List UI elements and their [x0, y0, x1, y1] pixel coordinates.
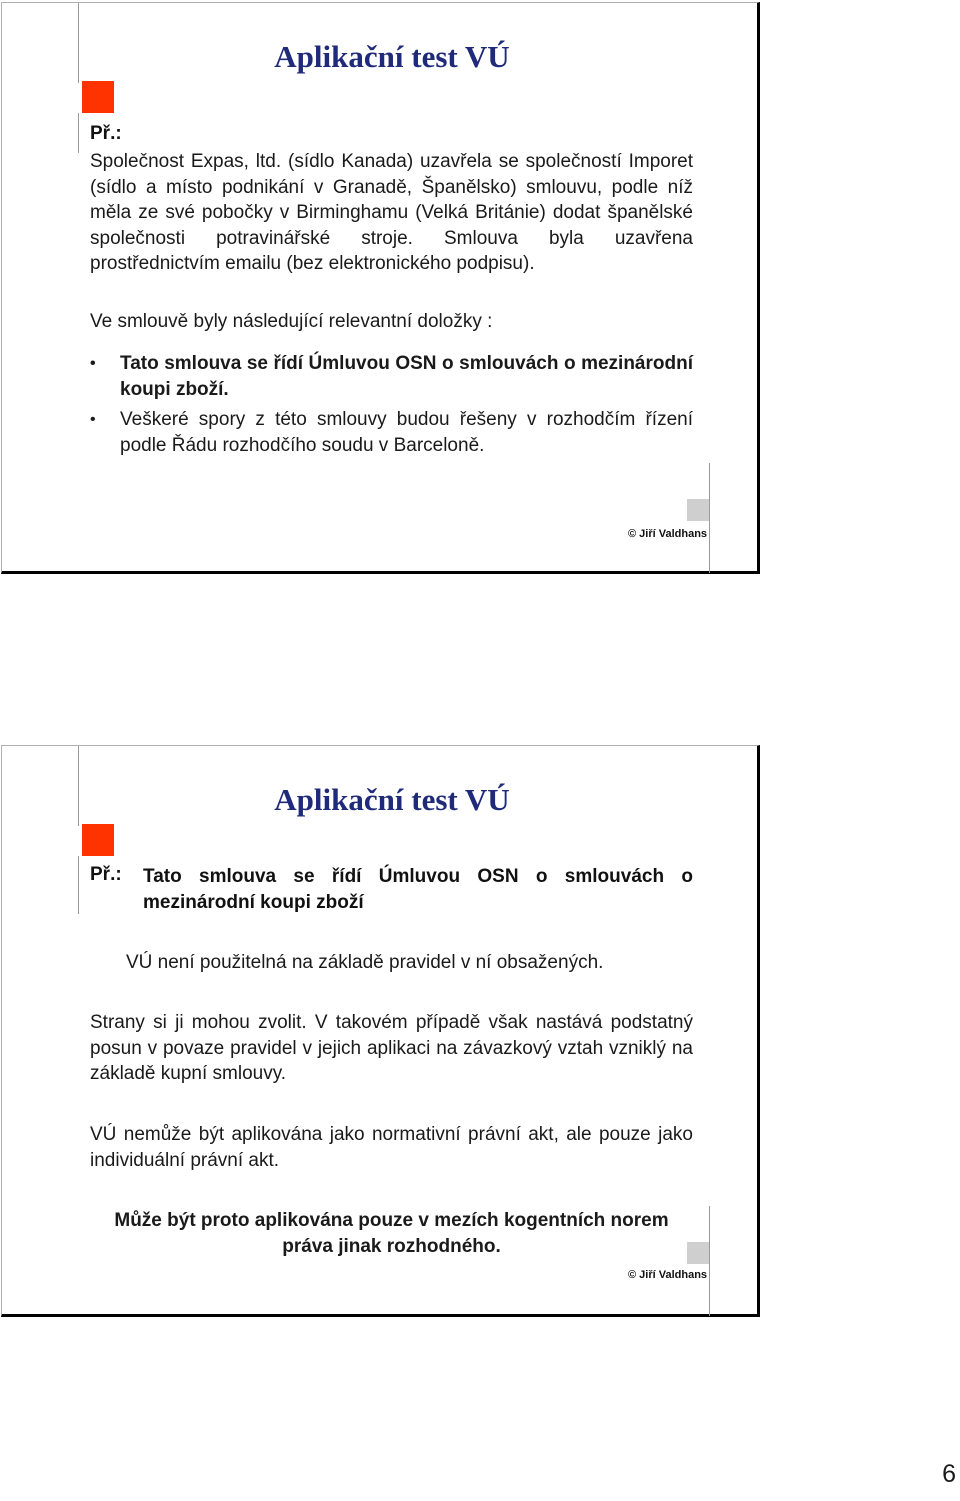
- example-paragraph: Společnost Expas, ltd. (sídlo Kanada) uzavřela se společností Imporet (sídlo a místo podnikání v Granadě, Španělsko) smlouvu, podle níž měla ze své pobočky v Birminghamu (Velká Británie) dodat španělské společnosti potravinářské stroje. Smlouva byla uzavřena prostřednictvím emailu (bez elektronického podpisu).: [90, 151, 693, 274]
- grey-square-decoration: [687, 499, 709, 521]
- slide-1: [1, 2, 760, 574]
- list-item: • Tato smlouva se řídí Úmluvou OSN o smlouvách o mezinárodní koupi zboží.: [90, 353, 693, 400]
- list-item: • Veškeré spory z této smlouvy budou řešeny v rozhodčím řízení podle Řádu rozhodčího soudu v Barceloně.: [90, 409, 693, 456]
- clauses-intro: Ve smlouvě byly následující relevantní doložky :: [90, 311, 493, 332]
- decor-line: [709, 463, 710, 573]
- grey-square-decoration: [687, 1242, 709, 1264]
- decor-line: [78, 856, 79, 914]
- statement-line: VÚ není použitelná na základě pravidel v ní obsažených.: [126, 952, 604, 973]
- bullet-icon: •: [90, 411, 96, 428]
- conclusion: Může být proto aplikována pouze v mezích kogentních norem práva jinak rozhodného.: [114, 1210, 669, 1257]
- example-label: Př.:: [90, 864, 122, 885]
- slide-title: Aplikační test VÚ: [274, 39, 510, 74]
- orange-square-decoration: [82, 81, 114, 113]
- page-number: 6: [942, 1460, 956, 1488]
- decor-line: [78, 113, 79, 153]
- orange-square-decoration: [82, 824, 114, 856]
- slide-title: Aplikační test VÚ: [274, 782, 510, 817]
- example-label: Př.:: [90, 123, 122, 144]
- example-clause: Tato smlouva se řídí Úmluvou OSN o smlouvách o mezinárodní koupi zboží: [143, 866, 693, 913]
- decor-line: [709, 1206, 710, 1316]
- slide-2: [1, 745, 760, 1317]
- copyright-footer: © Jiří Valdhans: [628, 1269, 708, 1281]
- bullet-icon: •: [90, 355, 96, 372]
- normative-paragraph: VÚ nemůže být aplikována jako normativní právní akt, ale pouze jako individuální právní akt.: [90, 1124, 693, 1171]
- clauses-list: [90, 351, 693, 458]
- choice-paragraph: Strany si ji mohou zvolit. V takovém případě však nastává podstatný posun v povaze pravidel v jejich aplikaci na závazkový vztah vzniklý na základě kupní smlouvy.: [90, 1012, 693, 1084]
- copyright-footer: © Jiří Valdhans: [628, 528, 708, 540]
